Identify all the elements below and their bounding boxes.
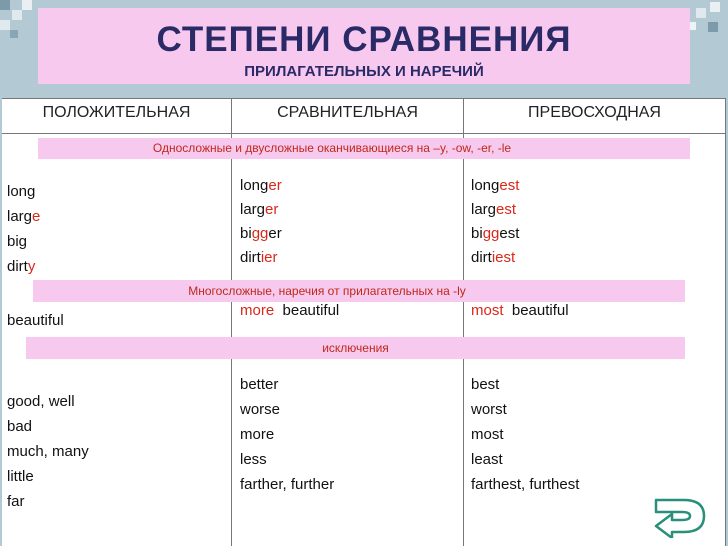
list-item: good, well (7, 393, 75, 410)
list-item: longer (240, 177, 282, 194)
long-positive: beautiful (7, 312, 64, 329)
list-item: largest (471, 201, 517, 218)
short-comparative-list (240, 174, 282, 270)
short-positive-list (7, 179, 40, 279)
list-item: worst (471, 401, 507, 418)
corner-decoration (0, 0, 40, 40)
short-superlative-list (471, 174, 519, 270)
list-item: far (7, 493, 25, 510)
page-subtitle: ПРИЛАГАТЕЛЬНЫХ И НАРЕЧИЙ (244, 63, 484, 80)
header-comparative: СРАВНИТЕЛЬНАЯ (277, 104, 418, 121)
table-top-border (2, 98, 726, 99)
list-item: dirty (7, 258, 36, 275)
column-divider-1 (231, 98, 232, 546)
header-superlative: ПРЕВОСХОДНАЯ (528, 104, 661, 121)
list-item: big (7, 233, 28, 250)
list-item: least (471, 451, 503, 468)
long-comparative: more beautiful (240, 302, 340, 319)
corner-decoration-right (686, 0, 728, 40)
page-title: СТЕПЕНИ СРАВНЕНИЯ (156, 20, 572, 59)
exceptions-positive-list (7, 389, 89, 514)
list-item: farthest, furthest (471, 476, 580, 493)
list-item: most (471, 426, 504, 443)
list-item: more (240, 426, 275, 443)
list-item: bad (7, 418, 33, 435)
list-item: large (7, 208, 41, 225)
list-item: bigger (240, 225, 282, 242)
list-item: dirtier (240, 249, 278, 266)
header-divider (2, 133, 726, 134)
banner-exceptions-text: исключения (322, 341, 389, 355)
exceptions-superlative-list (471, 372, 579, 497)
list-item: little (7, 468, 34, 485)
list-item: biggest (471, 225, 520, 242)
list-item: longest (471, 177, 520, 194)
list-item: larger (240, 201, 279, 218)
list-item: best (471, 376, 500, 393)
comparison-table (2, 98, 726, 546)
banner-short-words (38, 138, 690, 159)
list-item: better (240, 376, 279, 393)
banner-exceptions (26, 337, 685, 359)
banner-short-text: Односложные и двусложные оканчивающиеся на –y, -ow, -er, -le (152, 141, 512, 155)
title-box (38, 8, 690, 84)
return-arrow-icon[interactable] (648, 492, 710, 538)
list-item: dirtiest (471, 249, 516, 266)
list-item: long (7, 183, 36, 200)
banner-long-words (33, 280, 685, 302)
table-right-border (725, 98, 726, 546)
list-item: much, many (7, 443, 89, 460)
exceptions-comparative-list (240, 372, 334, 497)
column-divider-2 (463, 98, 464, 546)
list-item: farther, further (240, 476, 335, 493)
banner-long-text: Многосложные, наречия от прилагательных на -ly (188, 284, 466, 298)
header-positive: ПОЛОЖИТЕЛЬНАЯ (42, 104, 191, 121)
list-item: less (240, 451, 267, 468)
long-superlative: most beautiful (471, 302, 569, 319)
list-item: worse (240, 401, 281, 418)
